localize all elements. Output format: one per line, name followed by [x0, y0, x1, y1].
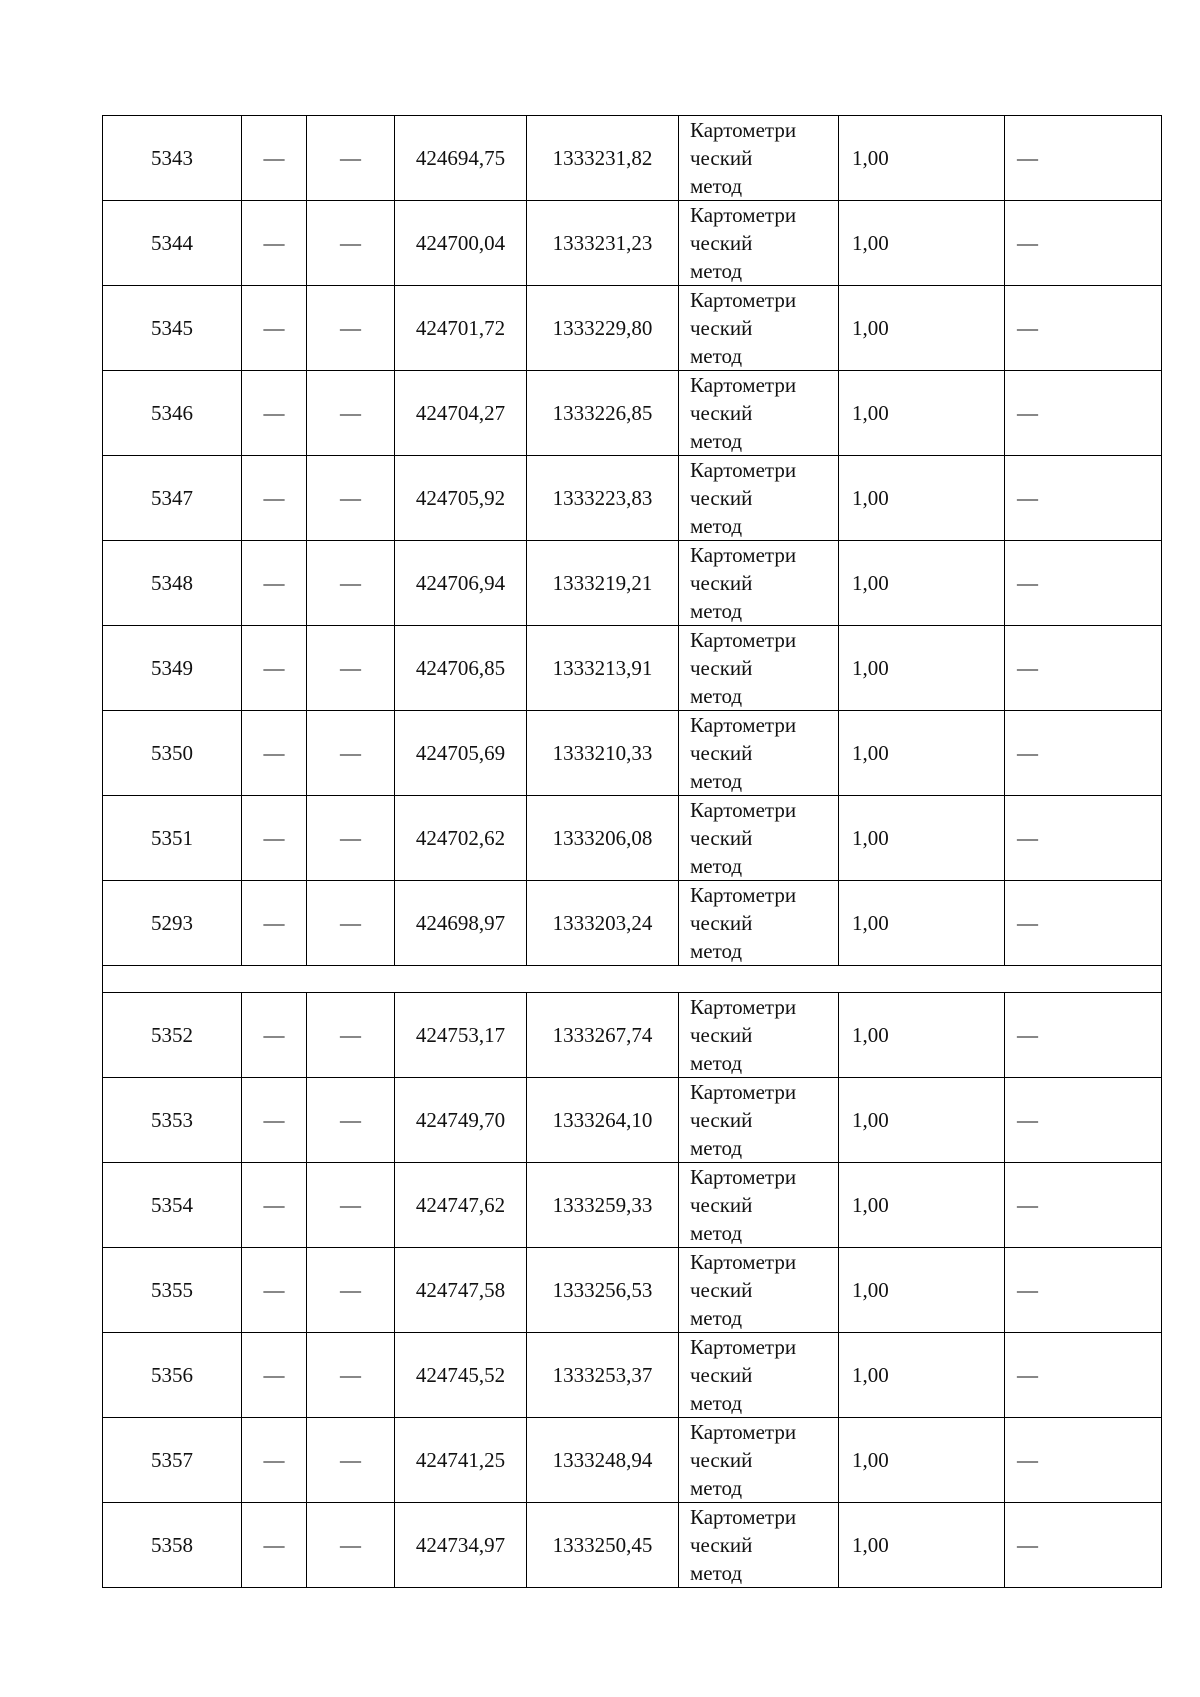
y-coordinate-cell: 1333264,10: [527, 1078, 679, 1163]
method-cell: [679, 201, 839, 286]
point-number-cell: 5351: [103, 796, 242, 881]
empty-value-cell: —: [307, 1163, 395, 1248]
empty-value-cell: —: [242, 1418, 307, 1503]
method-text: Картометри: [690, 288, 797, 312]
method-text: Картометри: [690, 713, 797, 737]
y-coordinate-cell: 1333210,33: [527, 711, 679, 796]
method-text: Картометри: [690, 798, 797, 822]
empty-value-cell: —: [1005, 541, 1162, 626]
table-row: [103, 371, 1162, 456]
method-text: ческий: [690, 571, 753, 595]
method-text: метод: [690, 344, 743, 368]
x-coordinate-cell: 424753,17: [395, 993, 527, 1078]
method-cell: [679, 993, 839, 1078]
y-coordinate-cell: 1333203,24: [527, 881, 679, 966]
x-coordinate-cell: 424701,72: [395, 286, 527, 371]
point-number-cell: 5293: [103, 881, 242, 966]
method-text: Картометри: [690, 1165, 797, 1189]
point-number-cell: 5345: [103, 286, 242, 371]
empty-value-cell: —: [1005, 1078, 1162, 1163]
accuracy-cell: 1,00: [839, 116, 1005, 201]
empty-value-cell: —: [1005, 993, 1162, 1078]
method-text: Картометри: [690, 118, 797, 142]
method-text: ческий: [690, 486, 753, 510]
point-number-cell: 5354: [103, 1163, 242, 1248]
table-row: [103, 286, 1162, 371]
empty-value-cell: —: [242, 1503, 307, 1588]
separator-cell: [103, 966, 1162, 993]
empty-value-cell: —: [307, 1078, 395, 1163]
accuracy-cell: 1,00: [839, 711, 1005, 796]
method-text: Картометри: [690, 628, 797, 652]
empty-value-cell: —: [307, 1503, 395, 1588]
method-text: ческий: [690, 146, 753, 170]
accuracy-cell: 1,00: [839, 371, 1005, 456]
x-coordinate-cell: 424706,85: [395, 626, 527, 711]
method-cell: [679, 1503, 839, 1588]
x-coordinate-cell: 424749,70: [395, 1078, 527, 1163]
table-row: [103, 1163, 1162, 1248]
empty-value-cell: —: [242, 881, 307, 966]
method-text: Картометри: [690, 1080, 797, 1104]
point-number-cell: 5356: [103, 1333, 242, 1418]
point-number-cell: 5358: [103, 1503, 242, 1588]
y-coordinate-cell: 1333267,74: [527, 993, 679, 1078]
method-cell: [679, 286, 839, 371]
empty-value-cell: —: [242, 1078, 307, 1163]
method-text: ческий: [690, 1108, 753, 1132]
method-cell: [679, 1333, 839, 1418]
point-number-cell: 5357: [103, 1418, 242, 1503]
empty-value-cell: —: [1005, 796, 1162, 881]
empty-value-cell: —: [307, 286, 395, 371]
table-row: [103, 1503, 1162, 1588]
method-text: Картометри: [690, 203, 797, 227]
empty-value-cell: —: [1005, 371, 1162, 456]
accuracy-cell: 1,00: [839, 626, 1005, 711]
accuracy-cell: 1,00: [839, 1418, 1005, 1503]
table-row: [103, 1418, 1162, 1503]
method-cell: [679, 796, 839, 881]
empty-value-cell: —: [1005, 626, 1162, 711]
point-number-cell: 5348: [103, 541, 242, 626]
accuracy-cell: 1,00: [839, 1333, 1005, 1418]
method-cell: [679, 1078, 839, 1163]
empty-value-cell: —: [1005, 1418, 1162, 1503]
empty-value-cell: —: [242, 541, 307, 626]
method-text: Картометри: [690, 1420, 797, 1444]
empty-value-cell: —: [1005, 1163, 1162, 1248]
method-text: Картометри: [690, 1335, 797, 1359]
empty-value-cell: —: [307, 711, 395, 796]
x-coordinate-cell: 424705,69: [395, 711, 527, 796]
empty-value-cell: —: [307, 116, 395, 201]
point-number-cell: 5353: [103, 1078, 242, 1163]
point-number-cell: 5344: [103, 201, 242, 286]
empty-value-cell: —: [1005, 286, 1162, 371]
method-cell: [679, 711, 839, 796]
method-text: ческий: [690, 1448, 753, 1472]
point-number-cell: 5343: [103, 116, 242, 201]
empty-value-cell: —: [307, 201, 395, 286]
x-coordinate-cell: 424702,62: [395, 796, 527, 881]
empty-value-cell: —: [242, 796, 307, 881]
empty-value-cell: —: [1005, 881, 1162, 966]
point-number-cell: 5347: [103, 456, 242, 541]
point-number-cell: 5350: [103, 711, 242, 796]
method-text: метод: [690, 514, 743, 538]
method-text: ческий: [690, 1533, 753, 1557]
method-text: Картометри: [690, 1505, 797, 1529]
y-coordinate-cell: 1333206,08: [527, 796, 679, 881]
method-text: ческий: [690, 826, 753, 850]
table-body: [103, 116, 1162, 1588]
empty-value-cell: —: [242, 993, 307, 1078]
empty-value-cell: —: [307, 626, 395, 711]
method-text: метод: [690, 599, 743, 623]
method-text: метод: [690, 1561, 743, 1585]
method-text: метод: [690, 1221, 743, 1245]
point-number-cell: 5349: [103, 626, 242, 711]
empty-value-cell: —: [307, 881, 395, 966]
empty-value-cell: —: [307, 541, 395, 626]
y-coordinate-cell: 1333259,33: [527, 1163, 679, 1248]
method-text: метод: [690, 1391, 743, 1415]
table-row: [103, 541, 1162, 626]
table-row: [103, 456, 1162, 541]
point-number-cell: 5352: [103, 993, 242, 1078]
empty-value-cell: —: [242, 286, 307, 371]
coordinates-table: [102, 115, 1162, 1588]
method-text: метод: [690, 1476, 743, 1500]
x-coordinate-cell: 424741,25: [395, 1418, 527, 1503]
method-text: метод: [690, 174, 743, 198]
y-coordinate-cell: 1333213,91: [527, 626, 679, 711]
method-cell: [679, 626, 839, 711]
y-coordinate-cell: 1333253,37: [527, 1333, 679, 1418]
accuracy-cell: 1,00: [839, 1078, 1005, 1163]
y-coordinate-cell: 1333248,94: [527, 1418, 679, 1503]
empty-value-cell: —: [242, 456, 307, 541]
empty-value-cell: —: [1005, 1503, 1162, 1588]
y-coordinate-cell: 1333231,23: [527, 201, 679, 286]
point-number-cell: 5355: [103, 1248, 242, 1333]
accuracy-cell: 1,00: [839, 201, 1005, 286]
method-cell: [679, 116, 839, 201]
method-text: ческий: [690, 911, 753, 935]
table-row: [103, 881, 1162, 966]
empty-value-cell: —: [307, 1333, 395, 1418]
x-coordinate-cell: 424705,92: [395, 456, 527, 541]
x-coordinate-cell: 424747,58: [395, 1248, 527, 1333]
x-coordinate-cell: 424704,27: [395, 371, 527, 456]
x-coordinate-cell: 424698,97: [395, 881, 527, 966]
accuracy-cell: 1,00: [839, 1163, 1005, 1248]
method-text: ческий: [690, 741, 753, 765]
method-text: метод: [690, 1136, 743, 1160]
point-number-cell: 5346: [103, 371, 242, 456]
y-coordinate-cell: 1333229,80: [527, 286, 679, 371]
method-text: метод: [690, 939, 743, 963]
method-text: ческий: [690, 401, 753, 425]
separator-row: [103, 966, 1162, 993]
method-text: Картометри: [690, 995, 797, 1019]
accuracy-cell: 1,00: [839, 541, 1005, 626]
y-coordinate-cell: 1333231,82: [527, 116, 679, 201]
empty-value-cell: —: [307, 1248, 395, 1333]
empty-value-cell: —: [242, 371, 307, 456]
y-coordinate-cell: 1333223,83: [527, 456, 679, 541]
x-coordinate-cell: 424745,52: [395, 1333, 527, 1418]
empty-value-cell: —: [242, 1248, 307, 1333]
empty-value-cell: —: [242, 711, 307, 796]
table-row: [103, 1333, 1162, 1418]
empty-value-cell: —: [307, 993, 395, 1078]
table-row: [103, 796, 1162, 881]
method-cell: [679, 541, 839, 626]
method-text: Картометри: [690, 543, 797, 567]
x-coordinate-cell: 424694,75: [395, 116, 527, 201]
method-cell: [679, 881, 839, 966]
empty-value-cell: —: [307, 796, 395, 881]
accuracy-cell: 1,00: [839, 796, 1005, 881]
table-row: [103, 711, 1162, 796]
x-coordinate-cell: 424734,97: [395, 1503, 527, 1588]
method-text: ческий: [690, 656, 753, 680]
method-text: ческий: [690, 1193, 753, 1217]
empty-value-cell: —: [242, 1333, 307, 1418]
accuracy-cell: 1,00: [839, 286, 1005, 371]
method-text: метод: [690, 684, 743, 708]
empty-value-cell: —: [1005, 1333, 1162, 1418]
empty-value-cell: —: [307, 456, 395, 541]
method-text: ческий: [690, 1363, 753, 1387]
accuracy-cell: 1,00: [839, 881, 1005, 966]
method-text: Картометри: [690, 458, 797, 482]
method-text: ческий: [690, 316, 753, 340]
method-text: метод: [690, 854, 743, 878]
accuracy-cell: 1,00: [839, 1248, 1005, 1333]
accuracy-cell: 1,00: [839, 993, 1005, 1078]
method-text: Картометри: [690, 373, 797, 397]
y-coordinate-cell: 1333219,21: [527, 541, 679, 626]
accuracy-cell: 1,00: [839, 1503, 1005, 1588]
method-text: Картометри: [690, 1250, 797, 1274]
method-cell: [679, 1248, 839, 1333]
table-row: [103, 116, 1162, 201]
empty-value-cell: —: [1005, 711, 1162, 796]
method-text: метод: [690, 429, 743, 453]
x-coordinate-cell: 424700,04: [395, 201, 527, 286]
y-coordinate-cell: 1333256,53: [527, 1248, 679, 1333]
method-text: метод: [690, 1051, 743, 1075]
table-row: [103, 1078, 1162, 1163]
table-row: [103, 993, 1162, 1078]
table-row: [103, 201, 1162, 286]
x-coordinate-cell: 424747,62: [395, 1163, 527, 1248]
method-cell: [679, 1163, 839, 1248]
method-text: метод: [690, 1306, 743, 1330]
empty-value-cell: —: [1005, 201, 1162, 286]
empty-value-cell: —: [242, 626, 307, 711]
method-cell: [679, 371, 839, 456]
accuracy-cell: 1,00: [839, 456, 1005, 541]
method-text: ческий: [690, 1023, 753, 1047]
empty-value-cell: —: [1005, 1248, 1162, 1333]
empty-value-cell: —: [1005, 456, 1162, 541]
method-text: метод: [690, 259, 743, 283]
empty-value-cell: —: [242, 116, 307, 201]
table-row: [103, 626, 1162, 711]
method-text: ческий: [690, 231, 753, 255]
method-text: Картометри: [690, 883, 797, 907]
method-text: ческий: [690, 1278, 753, 1302]
x-coordinate-cell: 424706,94: [395, 541, 527, 626]
table-row: [103, 1248, 1162, 1333]
empty-value-cell: —: [307, 1418, 395, 1503]
empty-value-cell: —: [242, 201, 307, 286]
y-coordinate-cell: 1333250,45: [527, 1503, 679, 1588]
empty-value-cell: —: [1005, 116, 1162, 201]
method-text: метод: [690, 769, 743, 793]
method-cell: [679, 456, 839, 541]
empty-value-cell: —: [242, 1163, 307, 1248]
empty-value-cell: —: [307, 371, 395, 456]
y-coordinate-cell: 1333226,85: [527, 371, 679, 456]
method-cell: [679, 1418, 839, 1503]
